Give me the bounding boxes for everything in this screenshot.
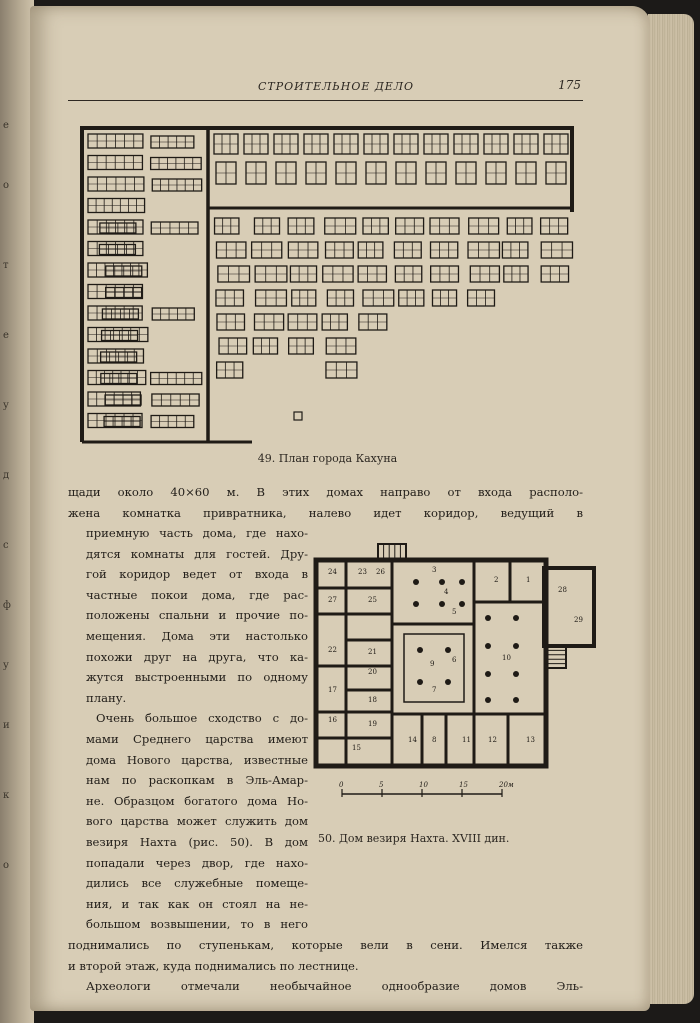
plan-background	[312, 542, 600, 812]
figure-50-caption: 50. Дом везиря Нахта. XVIII дин.	[318, 832, 510, 845]
room-number: 4	[444, 588, 449, 596]
scale-label: 20м	[499, 781, 514, 789]
figure-49-caption: 49. План города Кахуна	[257, 452, 398, 465]
room-number: 17	[328, 686, 337, 694]
margin-glyph: е	[3, 330, 9, 341]
text-line: дились все служебные помеще-	[86, 876, 308, 891]
column	[485, 615, 491, 621]
text-line: ния, и так как он стоял на не-	[86, 896, 308, 911]
margin-glyph: о	[3, 180, 10, 191]
column	[513, 643, 519, 649]
text-line: дома Нового царства, известные	[86, 752, 308, 767]
figure-49-kahun-plan	[80, 126, 575, 444]
column	[459, 601, 465, 607]
column	[417, 647, 423, 653]
column	[445, 647, 451, 653]
margin-glyph: и	[3, 720, 10, 731]
column	[513, 671, 519, 677]
nakht-house-plan-image	[312, 542, 600, 812]
room-number: 2	[494, 576, 499, 584]
page-number: 175	[558, 78, 581, 92]
column	[417, 679, 423, 685]
text-line: гой коридор ведет от входа в	[86, 567, 308, 582]
room-number: 27	[328, 596, 337, 604]
column	[439, 601, 445, 607]
margin-glyph: у	[3, 400, 9, 411]
margin-glyph: т	[3, 260, 9, 271]
room-number: 24	[328, 568, 337, 576]
room-number: 11	[462, 736, 471, 744]
margin-glyph: у	[3, 660, 9, 671]
column	[459, 579, 465, 585]
room-number: 19	[368, 720, 377, 728]
room-number: 1	[526, 576, 531, 584]
room-number: 8	[432, 736, 437, 744]
figure-50-nakht-house-plan	[312, 542, 600, 812]
room-number: 10	[502, 654, 511, 662]
room-number: 23	[358, 568, 367, 576]
margin-glyph: с	[3, 540, 9, 551]
room-number: 12	[488, 736, 497, 744]
room-number: 16	[328, 716, 337, 724]
column	[413, 579, 419, 585]
text-line: Археологи отмечали необычайное однообразие домов Эль-	[86, 979, 583, 994]
page-header	[68, 78, 583, 101]
margin-glyph: е	[3, 120, 9, 131]
column	[439, 579, 445, 585]
text-line: попадали через двор, где нахо-	[86, 855, 308, 870]
scale-label: 10	[419, 781, 428, 789]
text-line: поднимались по ступенькам, которые вели в сени. Имелся также	[68, 938, 583, 952]
column	[485, 643, 491, 649]
text-line: мещения. Дома эти настолько	[86, 628, 308, 643]
room-number: 26	[376, 568, 385, 576]
scale-label: 15	[459, 781, 468, 789]
room-number: 18	[368, 696, 377, 704]
text-line: жена комнатка привратника, налево идет коридор, ведущий в	[68, 505, 583, 520]
room-number: 28	[558, 586, 567, 594]
text-line: положены спальни и прочие по-	[86, 608, 308, 623]
paragraph-wrapped	[86, 523, 308, 935]
room-number: 22	[328, 646, 337, 654]
text-line: приемную часть дома, где нахо-	[86, 526, 308, 540]
column	[485, 671, 491, 677]
margin-glyph: д	[3, 470, 10, 481]
text-line: Очень большое сходство с до-	[96, 711, 308, 726]
margin-glyph: ф	[3, 600, 11, 611]
running-title: СТРОИТЕЛЬНОЕ ДЕЛО	[258, 80, 415, 93]
text-line: похожи друг на друга, что ка-	[86, 649, 308, 664]
margin-glyph: к	[3, 790, 10, 801]
room-number: 5	[452, 608, 457, 616]
room-number: 14	[408, 736, 417, 744]
column	[445, 679, 451, 685]
page-stack-edges	[648, 14, 694, 1004]
text-line: плану.	[86, 690, 127, 705]
column	[513, 615, 519, 621]
column	[413, 601, 419, 607]
text-line: большом возвышении, то в него	[86, 917, 308, 932]
room-number: 6	[452, 656, 457, 664]
room-number: 3	[432, 566, 437, 574]
scale-label: 0	[339, 781, 344, 789]
text-line: везиря Нахта (рис. 50). В дом	[86, 834, 308, 849]
column	[485, 697, 491, 703]
text-line: дятся комнаты для гостей. Дру-	[86, 546, 308, 561]
text-line: вого царства может служить дом	[86, 814, 308, 829]
text-line: мами Среднего царства имеют	[86, 731, 308, 746]
text-line: и второй этаж, куда поднимались по лестнице.	[68, 958, 359, 973]
paragraph-top	[68, 482, 583, 523]
room-number: 15	[352, 744, 361, 752]
room-number: 20	[368, 668, 377, 676]
room-number: 9	[430, 660, 435, 668]
text-line: жутся выстроенными по одному	[86, 670, 308, 685]
room-number: 29	[574, 616, 583, 624]
paragraph-bottom	[68, 935, 583, 997]
room-number: 21	[368, 648, 377, 656]
room-number: 7	[432, 686, 437, 694]
room-number: 13	[526, 736, 535, 744]
text-line: частные покои дома, где рас-	[86, 587, 308, 602]
kahun-plan-image	[80, 126, 575, 444]
facing-page-edge	[0, 0, 34, 1023]
room-number: 25	[368, 596, 377, 604]
text-line: щади около 40×60 м. В этих домах направо от входа располо-	[68, 485, 583, 499]
column	[513, 697, 519, 703]
text-line: не. Образцом богатого дома Но-	[86, 793, 308, 808]
plan-background	[80, 126, 575, 444]
text-line: нам по раскопкам в Эль-Амар-	[86, 773, 308, 788]
scale-label: 5	[379, 781, 384, 789]
margin-glyph: о	[3, 860, 10, 871]
